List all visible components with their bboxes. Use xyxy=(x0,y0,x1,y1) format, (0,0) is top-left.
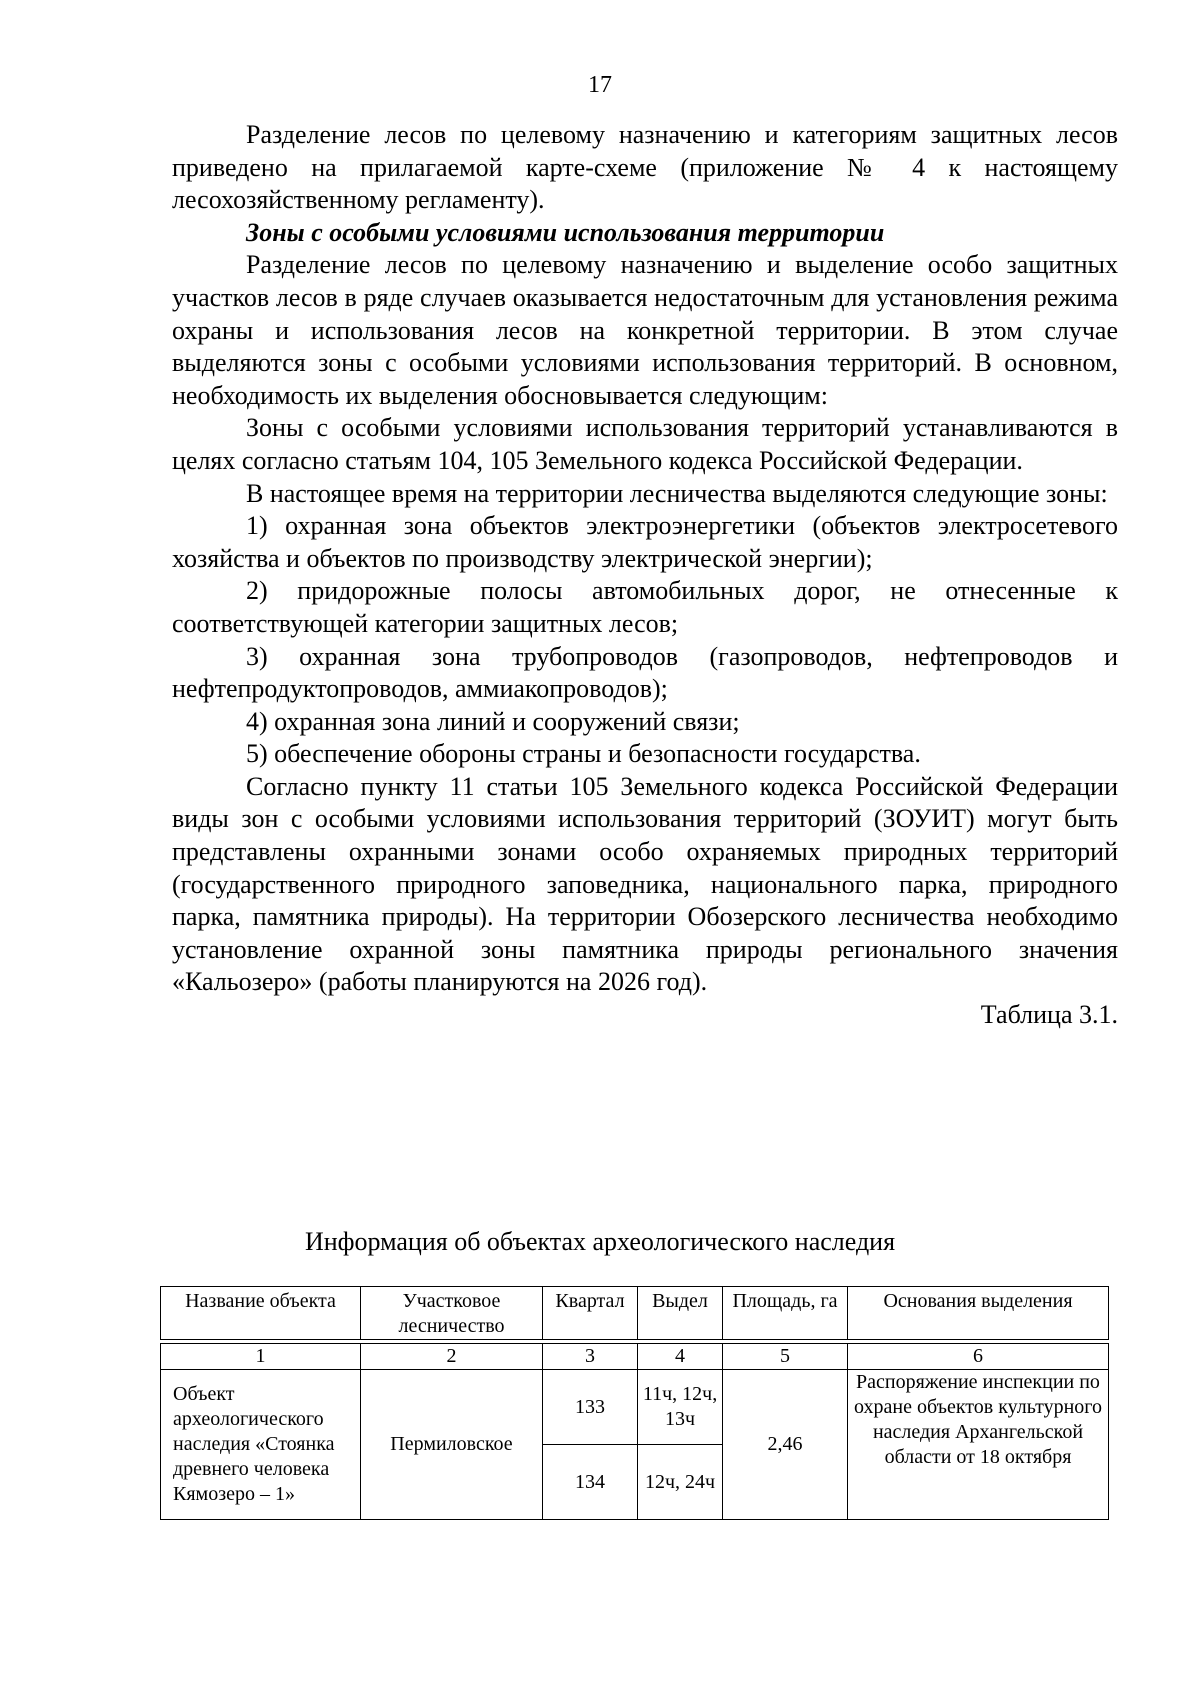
object-name-cell: Объект археологического наследия «Стоянка древнего человека Кямозеро – 1» xyxy=(161,1370,361,1520)
section-heading: Зоны с особыми условиями использования территории xyxy=(246,217,885,247)
quarter-cell: 133 xyxy=(543,1370,638,1445)
basis-cell: Распоряжение инспекции по охране объектов культурного наследия Архангельской области от 18 октября xyxy=(848,1370,1109,1520)
page-number: 17 xyxy=(588,72,612,98)
area-cell: 2,46 xyxy=(723,1370,848,1520)
column-header: Квартал xyxy=(543,1287,638,1340)
list-item: 5) обеспечение обороны страны и безопасности государства. xyxy=(246,739,921,769)
table-body xyxy=(160,1343,1109,1520)
column-header: Выдел xyxy=(638,1287,723,1340)
column-number-row xyxy=(161,1344,1109,1370)
table-title: Информация об объектах археологического наследия xyxy=(304,1227,896,1256)
column-header: Участковое лесничество xyxy=(361,1287,543,1340)
paragraph: В настоящее время на территории лесничества выделяются следующие зоны: xyxy=(246,478,1108,508)
body-text xyxy=(172,119,1118,1032)
column-number: 2 xyxy=(361,1344,543,1370)
paragraph: Разделение лесов по целевому назначению и выделение особо защитных участков лесов в ряде случаев оказывается недостаточным для установления режима охраны и использования лесов на конкретной территории. В этом случае выделяются зоны с особыми условиями использования территорий. В основном, необходимость их выделения обосновывается следующим: xyxy=(172,250,1118,410)
allotment-cell: 12ч, 24ч xyxy=(638,1445,723,1520)
list-item: 2) придорожные полосы автомобильных дорог, не отнесенные к соответствующей категории защитных лесов; xyxy=(172,576,1118,638)
paragraph: Согласно пункту 11 статьи 105 Земельного кодекса Российской Федерации виды зон с особыми условиями использования территорий (ЗОУИТ) могут быть представлены охранными зонами особо охраняемых природных территорий (государственного природного заповедника, национального парка, природного парка, памятника природы). На территории Обозерского лесничества необходимо установление охранной зоны памятника природы регионального значения «Кальозеро» (работы планируются на 2026 год). xyxy=(172,771,1118,997)
column-number: 4 xyxy=(638,1344,723,1370)
paragraph: Зоны с особыми условиями использования территорий устанавливаются в целях согласно статьям 104, 105 Земельного кодекса Российской Федерации. xyxy=(172,413,1118,475)
column-number: 6 xyxy=(848,1344,1109,1370)
column-number: 1 xyxy=(161,1344,361,1370)
list-item: 1) охранная зона объектов электроэнергетики (объектов электросетевого хозяйства и объектов по производству электрической энергии); xyxy=(172,511,1118,573)
list-item: 3) охранная зона трубопроводов (газопроводов, нефтепроводов и нефтепродуктопроводов, аммиакопроводов); xyxy=(172,641,1118,704)
column-header: Площадь, га xyxy=(723,1287,848,1340)
table-header xyxy=(160,1286,1109,1340)
column-header: Основания выделения xyxy=(848,1287,1109,1340)
paragraph: Разделение лесов по целевому назначению и категориям защитных лесов приведено на прилагаемой карте-схеме (приложение № 4 к настоящему лесохозяйственному регламенту). xyxy=(172,120,1118,215)
allotment-cell: 11ч, 12ч, 13ч xyxy=(638,1370,723,1445)
column-number: 5 xyxy=(723,1344,848,1370)
column-header: Название объекта xyxy=(161,1287,361,1340)
table-caption: Таблица 3.1. xyxy=(980,1000,1118,1030)
column-number: 3 xyxy=(543,1344,638,1370)
forestry-cell: Пермиловское xyxy=(361,1370,543,1520)
quarter-cell: 134 xyxy=(543,1445,638,1520)
list-item: 4) охранная зона линий и сооружений связи; xyxy=(246,706,740,736)
table-row xyxy=(161,1370,1109,1445)
